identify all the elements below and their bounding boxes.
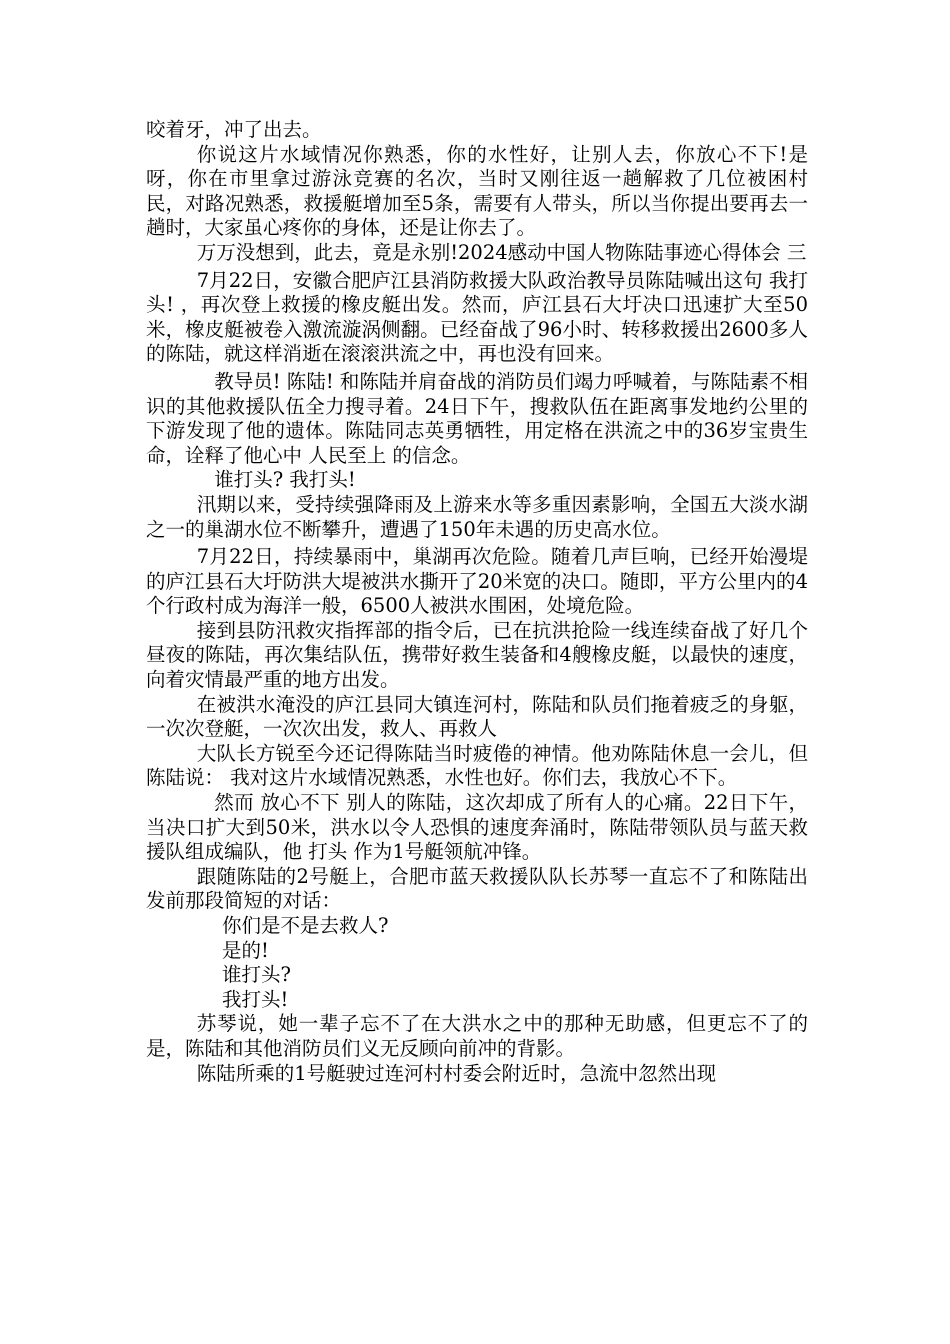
paragraph-10: 在被洪水淹没的庐江县同大镇连河村，陈陆和队员们拖着疲乏的身躯，一次次登艇，一次次出发，救人、再救人 <box>146 692 808 741</box>
paragraph-8: 7月22日，持续暴雨中，巢湖再次危险。随着几声巨响，已经开始漫堤的庐江县石大圩防洪大堤被洪水撕开了20米宽的决口。随即，平方公里内的4个行政村成为海洋一般，6500人被洪水围困，处境危险。 <box>146 545 808 618</box>
dialogue-line-1: 你们是不是去救人? <box>222 914 389 937</box>
paragraph-11: 大队长方锐至今还记得陈陆当时疲倦的神情。他劝陈陆休息一会儿，但陈陆说： 我对这片水域情况熟悉，水性也好。你们去，我放心不下。 <box>146 741 808 790</box>
paragraph-15: 陈陆所乘的1号艇驶过连河村村委会附近时，急流中忽然出现 <box>196 1061 717 1085</box>
paragraph-14: 苏琴说，她一辈子忘不了在大洪水之中的那种无助感，但更忘不了的是，陈陆和其他消防员们义无反顾向前冲的背影。 <box>146 1012 808 1060</box>
paragraph-5: 教导员! 陈陆! 和陈陆并肩奋战的消防员们竭力呼喊着，与陈陆素不相识的其他救援队伍全力搜寻着。24日下午，搜救队伍在距离事发地约公里的下游发现了他的遗体。陈陆同志英勇牺牲，用定格在洪流之中的36岁宝贵生命，诠释了他心中 人民至上 的信念。 <box>146 369 808 467</box>
dialogue-line-3: 谁打头? <box>222 963 292 987</box>
paragraph-13: 跟随陈陆的2号艇上，合肥市蓝天救援队队长苏琴一直忘不了和陈陆出发前那段简短的对话： <box>146 864 808 913</box>
paragraph-6: 谁打头? 我打头! <box>214 468 356 492</box>
paragraph-3: 万万没想到，此去，竟是永别!2024感动中国人物陈陆事迹心得体会 三 <box>196 240 807 264</box>
paragraph-2: 你说这片水域情况你熟悉，你的水性好，让别人去，你放心不下!是呀，你在市里拿过游泳竞赛的名次，当时又刚往返一趟解救了几位被困村民，对路况熟悉，救援艇增加至5条，需要有人带头，所以当你提出要再去一趟时，大家虽心疼你的身体，还是让你去了。 <box>146 142 808 240</box>
paragraph-4: 7月22日，安徽合肥庐江县消防救援大队政治教导员陈陆喊出这句 我打头! ，再次登上救援的橡皮艇出发。然而，庐江县石大圩决口迅速扩大至50米，橡皮艇被卷入激流漩涡侧翻。已经奋战了96小时、转移救援出2600多人的陈陆，就这样消逝在滚滚洪流之中，再也没有回来。 <box>146 268 808 366</box>
paragraph-12: 然而 放心不下 别人的陈陆，这次却成了所有人的心痛。22日下午，当决口扩大到50米，洪水以令人恐惧的速度奔涌时，陈陆带领队员与蓝天救援队组成编队，他 打头 作为1号艇领航冲锋。 <box>146 791 808 864</box>
dialogue-line-2: 是的! <box>222 938 269 962</box>
dialogue-line-4: 我打头! <box>222 987 289 1011</box>
paragraph-7: 汛期以来，受持续强降雨及上游来水等多重因素影响，全国五大淡水湖之一的巢湖水位不断攀升，遭遇了150年未遇的历史高水位。 <box>146 492 808 541</box>
paragraph-9: 接到县防汛救灾指挥部的指令后，已在抗洪抢险一线连续奋战了好几个昼夜的陈陆，再次集结队伍，携带好救生装备和4艘橡皮艇，以最快的速度，向着灾情最严重的地方出发。 <box>146 618 808 692</box>
document-page <box>146 118 808 1086</box>
paragraph-1: 咬着牙，冲了出去。 <box>146 118 322 141</box>
